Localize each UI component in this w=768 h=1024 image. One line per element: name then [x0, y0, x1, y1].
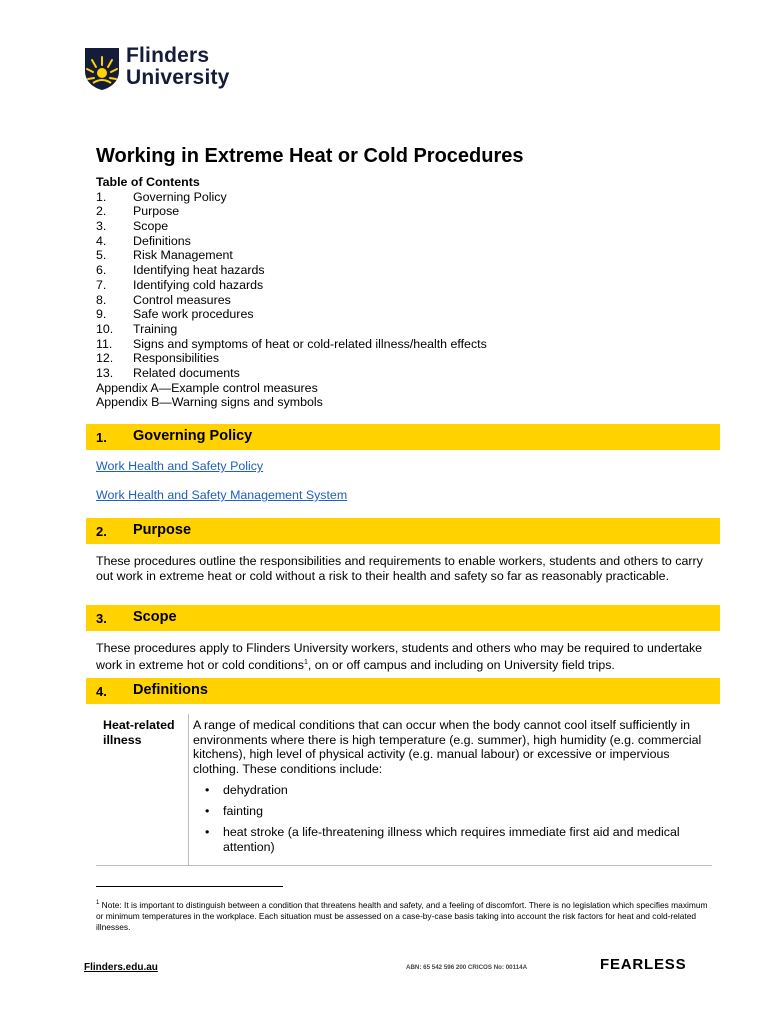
toc-item-label: Definitions: [133, 233, 191, 248]
toc-item[interactable]: [96, 322, 487, 337]
bullet-icon: •: [205, 782, 210, 797]
toc-item-label: Training: [133, 321, 178, 336]
toc-item-number: 3.: [96, 219, 107, 234]
toc-item-label: Control measures: [133, 292, 231, 307]
definition-description: [193, 718, 708, 861]
toc-item-label: Identifying heat hazards: [133, 263, 265, 278]
fearless-tagline: FEARLESS: [600, 956, 687, 973]
toc-item-number: 2.: [96, 204, 107, 219]
section-number: 2.: [96, 524, 107, 539]
logo-line-1: Flinders: [126, 44, 210, 67]
toc-item[interactable]: [96, 248, 487, 263]
definition-term-text: Heat-related illness: [103, 718, 175, 747]
toc-item[interactable]: [96, 190, 487, 205]
list-item-text: fainting: [223, 804, 263, 819]
section-heading-governing-policy: [86, 424, 720, 450]
toc-item-label: Responsibilities: [133, 351, 220, 366]
toc-item-number: 6.: [96, 263, 107, 278]
wh-safety-management-system-link[interactable]: Work Health and Safety Management System: [96, 488, 348, 502]
bullet-icon: •: [205, 804, 210, 819]
toc-item[interactable]: [96, 337, 487, 352]
abn-cricos-text: ABN: 65 542 596 200 CRICOS No: 00114A: [406, 964, 528, 971]
toc-item-label: Purpose: [133, 204, 180, 219]
definition-text: A range of medical conditions that can occur when the body cannot cool itself sufficiently in environments where there is high temperature (e.g. summer), high humidity (e.g. commercial kitchens), high level of physical activity (e.g. manual labour) or excessive or impervious clothing. These conditions include:: [193, 718, 702, 777]
toc-item[interactable]: [96, 204, 487, 219]
toc-item-label: Scope: [133, 219, 169, 234]
toc-item-number: 11.: [96, 336, 113, 351]
wh-safety-policy-link[interactable]: Work Health and Safety Policy: [96, 459, 264, 473]
scope-text-after: , on or off campus and including on University field trips.: [307, 657, 615, 672]
section-heading-definitions: [86, 678, 720, 704]
toc-heading: Table of Contents: [96, 175, 200, 189]
list-item-text: heat stroke (a life-threatening illness which requires immediate first aid and medical attention): [223, 825, 680, 854]
toc-item[interactable]: [96, 351, 487, 366]
section-number: 1.: [96, 430, 107, 445]
toc-item[interactable]: [96, 366, 487, 381]
logo-wordmark: [126, 45, 230, 89]
toc-item-label: Related documents: [133, 365, 240, 380]
toc-item-number: 7.: [96, 277, 107, 292]
toc-item[interactable]: [96, 234, 487, 249]
toc-item-number: 4.: [96, 233, 107, 248]
section-heading-purpose: [86, 518, 720, 544]
scope-paragraph: [96, 641, 708, 673]
footnote-reference[interactable]: 1: [304, 658, 308, 666]
table-of-contents: [96, 175, 487, 410]
toc-item-number: 8.: [96, 292, 107, 307]
logo-line-2: University: [126, 66, 230, 89]
list-item: [205, 804, 708, 819]
bullet-icon: •: [205, 825, 210, 840]
toc-item-label: Identifying cold hazards: [133, 277, 264, 292]
toc-item[interactable]: [96, 293, 487, 308]
definitions-table-bottom-border: [96, 865, 712, 866]
section-label: Scope: [133, 609, 177, 625]
toc-item-number: 5.: [96, 248, 107, 263]
definition-bullet-list: [193, 783, 708, 855]
university-logo: [84, 44, 244, 94]
toc-item-label: Signs and symptoms of heat or cold-related illness/health effects: [133, 336, 487, 351]
definitions-table-divider: [188, 714, 189, 865]
footnote-text: Note: It is important to distinguish between a condition that threatens health and safety, and a feeling of discomfort. There is no legislation which specifies maximum or minimum temperatures in the workplace. Each situation must be assessed on a case-by-case basis taking into account the risk factors for heat and cold-related illnesses.: [96, 899, 708, 933]
definition-term: [103, 718, 183, 747]
toc-item[interactable]: [96, 263, 487, 278]
toc-item-number: 9.: [96, 307, 107, 322]
document-title: Working in Extreme Heat or Cold Procedures: [96, 145, 524, 167]
toc-appendix-b[interactable]: Appendix B—Warning signs and symbols: [96, 395, 323, 410]
section-label: Governing Policy: [133, 428, 253, 444]
section-label: Purpose: [133, 522, 192, 538]
footnote-mark: 1: [96, 900, 100, 906]
purpose-paragraph: These procedures outline the responsibilities and requirements to enable workers, students and others to carry out work in extreme heat or cold without a risk to their health and safety so far as reasonably practicable.: [96, 554, 703, 583]
section-number: 3.: [96, 611, 107, 626]
toc-item-label: Safe work procedures: [133, 307, 254, 322]
toc-item-label: Governing Policy: [133, 189, 227, 204]
toc-item[interactable]: [96, 278, 487, 293]
toc-appendix-a[interactable]: Appendix A—Example control measures: [96, 380, 318, 395]
shield-sun-icon: [84, 47, 120, 91]
footnote: [96, 898, 708, 933]
section-number: 4.: [96, 684, 107, 699]
section-label: Definitions: [133, 682, 208, 698]
toc-item-label: Risk Management: [133, 248, 233, 263]
toc-item[interactable]: [96, 307, 487, 322]
website-link[interactable]: Flinders.edu.au: [84, 962, 158, 973]
footnote-separator: [96, 886, 283, 887]
list-item: [205, 782, 708, 798]
scope-text-before: These procedures apply to Flinders University workers, students and others who may be required to undertake work in extreme hot or cold conditions: [96, 641, 703, 672]
toc-item-number: 12.: [96, 351, 114, 366]
section-heading-scope: [86, 605, 720, 631]
toc-item-number: 1.: [96, 189, 107, 204]
list-item-text: dehydration: [223, 782, 288, 797]
list-item: [205, 825, 708, 854]
toc-item-number: 13.: [96, 365, 114, 380]
toc-item[interactable]: [96, 219, 487, 234]
toc-item-number: 10.: [96, 321, 114, 336]
